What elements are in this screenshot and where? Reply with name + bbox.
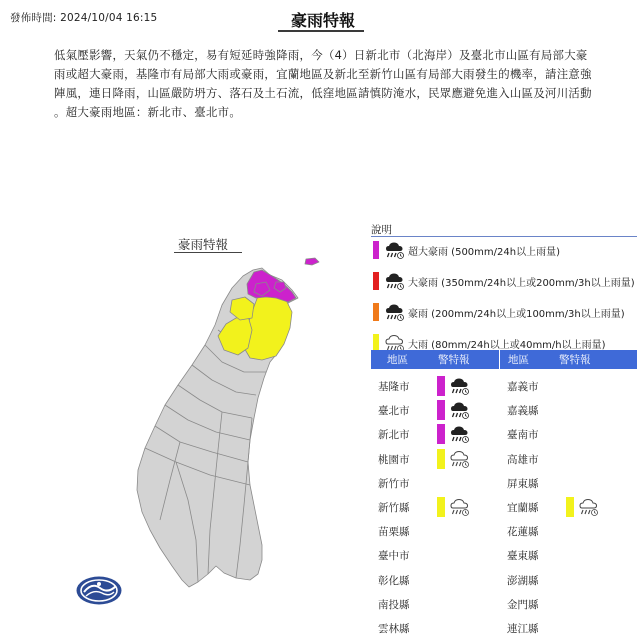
rain-cloud-heavy-icon: [383, 240, 405, 260]
legend-swatch: [373, 272, 379, 290]
legend-swatch: [373, 241, 379, 259]
rain-cloud-outline-icon: [448, 448, 470, 470]
map-offshore-islet: [305, 258, 319, 265]
region-name: 南投縣: [378, 598, 410, 611]
region-name: 花蓮縣: [507, 526, 539, 539]
rain-cloud-heavy-icon: [448, 375, 470, 397]
issue-time: 發佈時間: 2024/10/04 16:15: [10, 12, 158, 24]
region-name: 金門縣: [507, 598, 539, 611]
description-line-1: 低氣壓影響，天氣仍不穩定，易有短延時強降雨，今（4）日新北市（北海岸）及臺北市山區有局部大豪: [54, 48, 588, 62]
region-name: 新竹縣: [378, 502, 410, 514]
region-name: 屏東縣: [507, 477, 539, 490]
region-name: 雲林縣: [378, 623, 410, 635]
warning-level-bar: [437, 449, 445, 469]
rain-cloud-heavy-icon: [448, 399, 470, 421]
region-name: 嘉義市: [507, 381, 539, 393]
title-underline: [278, 30, 364, 32]
header-level-left: 警特報: [438, 354, 470, 366]
region-name: 桃園市: [378, 453, 410, 466]
legend-label: 豪雨 (200mm/24h以上或100mm/3h以上雨量): [408, 308, 625, 320]
region-name: 臺南市: [507, 429, 539, 442]
legend-label: 超大豪雨 (500mm/24h以上雨量): [408, 246, 560, 258]
warning-description: [54, 46, 614, 122]
cwa-logo-icon: [76, 576, 122, 605]
legend-label: 大雨 (80mm/24h以上或40mm/h以上雨量): [408, 339, 606, 351]
legend-row-super-torrential: [373, 240, 560, 260]
region-name: 彰化縣: [378, 574, 410, 587]
legend-label: 大豪雨 (350mm/24h以上或200mm/3h以上雨量): [408, 277, 635, 289]
description-line-4: 。超大豪雨地區：新北市、臺北市。: [54, 105, 242, 119]
region-name: 宜蘭縣: [507, 502, 539, 514]
region-name: 苗栗縣: [378, 526, 410, 539]
region-table-header-left: [371, 350, 499, 369]
header-area-right: 地區: [508, 354, 529, 366]
map-title: 豪雨特報: [178, 237, 229, 252]
region-name: 嘉義縣: [507, 405, 539, 418]
warning-level-bar: [437, 400, 445, 420]
region-name: 高雄市: [507, 453, 539, 466]
taiwan-map: [100, 250, 330, 590]
region-name: 基隆市: [378, 381, 410, 393]
rain-cloud-outline-icon: [448, 496, 470, 518]
description-line-3: 陣風，連日降雨，山區嚴防坍方、落石及土石流，低窪地區請慎防淹水，民眾應避免進入山區及河川活動: [54, 86, 592, 100]
legend-row-torrential: [373, 302, 625, 322]
legend-divider: [371, 236, 637, 237]
page-title: 豪雨特報: [290, 11, 355, 30]
header-area-left: 地區: [387, 354, 408, 366]
region-name: 連江縣: [507, 623, 539, 635]
warning-level-bar: [566, 497, 574, 517]
region-table-header-right: [500, 350, 637, 369]
warning-level-bar: [437, 497, 445, 517]
map-region-new-taipei[interactable]: [247, 270, 296, 302]
header-level-right: 警特報: [559, 354, 591, 366]
region-name: 臺北市: [378, 405, 410, 418]
rain-cloud-outline-icon: [577, 496, 599, 518]
description-line-2: 雨或超大豪雨，基隆市有局部大雨或豪雨，宜蘭地區及新北至新竹山區有局部大雨發生的機率，請注意強: [54, 67, 592, 81]
region-name: 澎湖縣: [507, 574, 539, 587]
region-name: 臺東縣: [507, 550, 539, 563]
rain-cloud-heavy-icon: [448, 423, 470, 445]
region-name: 新竹市: [378, 477, 410, 490]
legend-swatch: [373, 303, 379, 321]
rain-cloud-heavy-icon: [383, 271, 405, 291]
warning-level-bar: [437, 424, 445, 444]
region-name: 新北市: [378, 429, 410, 442]
warning-level-bar: [437, 376, 445, 396]
rain-cloud-heavy-icon: [383, 302, 405, 322]
legend-row-extremely-torrential: [373, 271, 635, 291]
region-name: 臺中市: [378, 550, 410, 563]
legend-heading: 說明: [371, 224, 392, 236]
